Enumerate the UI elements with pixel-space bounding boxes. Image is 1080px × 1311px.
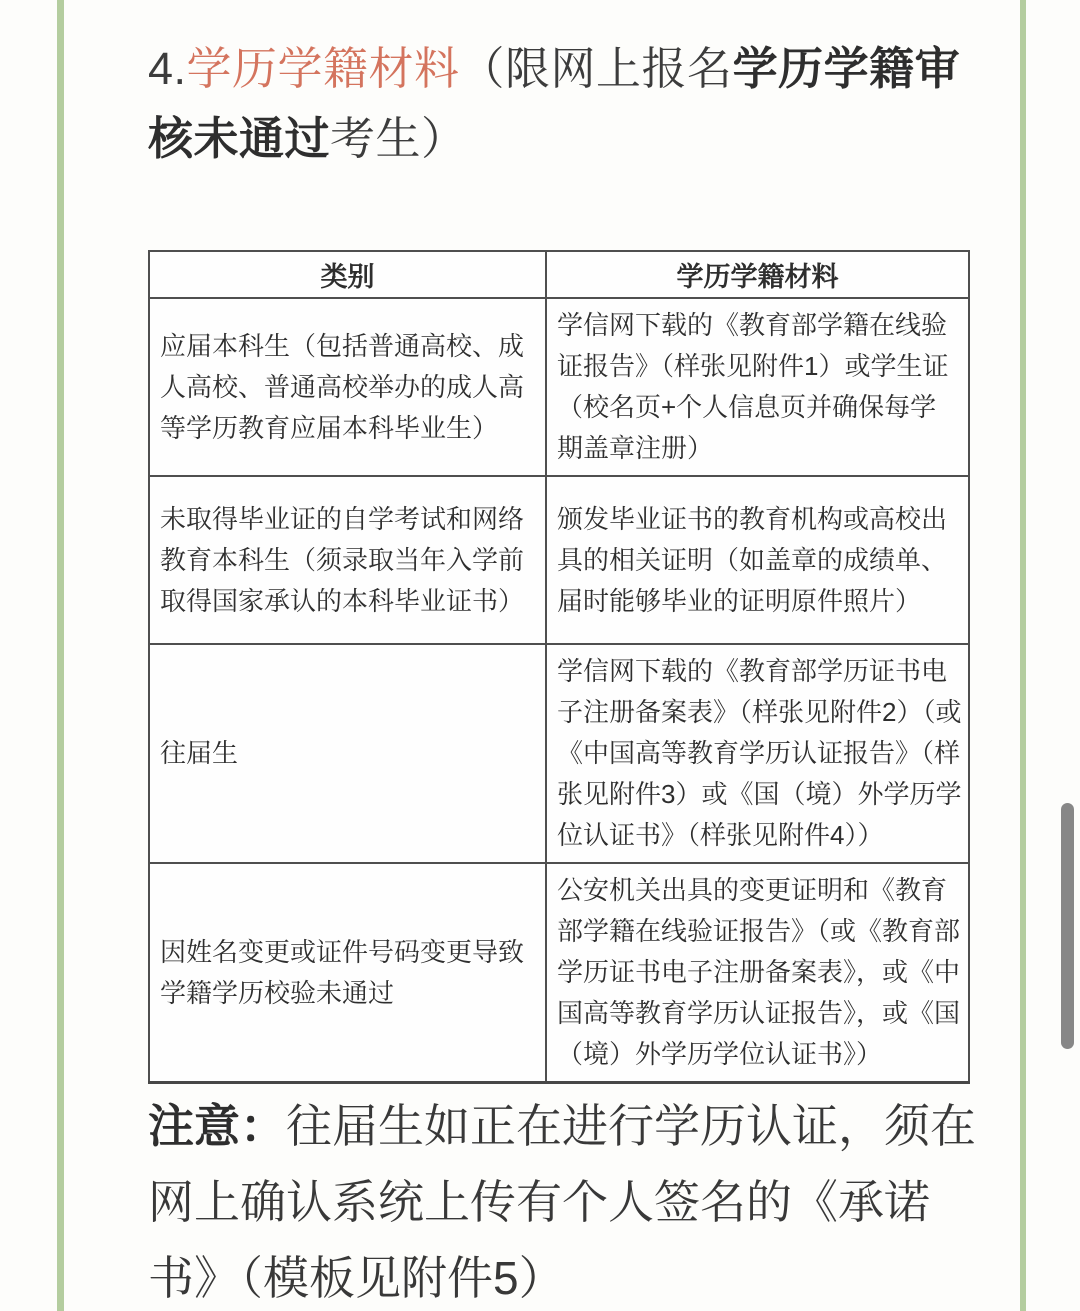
section-heading [148, 34, 986, 174]
left-guide-line [57, 0, 64, 1311]
heading-bold-text: 学历学籍审核未通过 [148, 43, 961, 164]
materials-table [148, 250, 970, 1084]
notice-label: 注意： [148, 1100, 286, 1152]
table-row [149, 298, 969, 476]
heading-paren-text: （限网上报名 [459, 43, 733, 94]
right-guide-line [1020, 0, 1026, 1311]
heading-number: 4. [148, 43, 187, 94]
category-cell: 应届本科生（包括普通高校、成人高校、普通高校举办的成人高等学历教育应届本科毕业生） [149, 298, 546, 476]
material-cell: 公安机关出具的变更证明和《教育部学籍在线验证报告》（或《教育部学历证书电子注册备案表》，或《中国高等教育学历认证报告》，或《国（境）外学历学位认证书》） [546, 863, 969, 1083]
notice-text: 往届生如正在进行学历认证，须在网上确认系统上传有个人签名的《承诺书》（模板见附件5） [148, 1100, 976, 1304]
table-row [149, 476, 969, 644]
column-header-category: 类别 [149, 251, 546, 298]
material-cell: 学信网下载的《教育部学籍在线验证报告》（样张见附件1）或学生证（校名页+个人信息页并确保每学期盖章注册） [546, 298, 969, 476]
category-cell: 往届生 [149, 644, 546, 863]
table-row [149, 644, 969, 863]
table-header-row [149, 251, 969, 298]
heading-tail-text: 考生） [330, 113, 467, 164]
scrollbar-thumb[interactable] [1061, 803, 1074, 1049]
table-row [149, 863, 969, 1083]
heading-highlight: 学历学籍材料 [186, 43, 460, 94]
category-cell: 未取得毕业证的自学考试和网络教育本科生（须录取当年入学前取得国家承认的本科毕业证书） [149, 476, 546, 644]
category-cell: 因姓名变更或证件号码变更导致学籍学历校验未通过 [149, 863, 546, 1083]
material-cell: 学信网下载的《教育部学历证书电子注册备案表》（样张见附件2）（或《中国高等教育学历认证报告》（样张见附件3）或《国（境）外学历学位认证书》（样张见附件4）） [546, 644, 969, 863]
material-cell: 颁发毕业证书的教育机构或高校出具的相关证明（如盖章的成绩单、届时能够毕业的证明原件照片） [546, 476, 969, 644]
notice [148, 1088, 990, 1311]
column-header-material: 学历学籍材料 [546, 251, 969, 298]
